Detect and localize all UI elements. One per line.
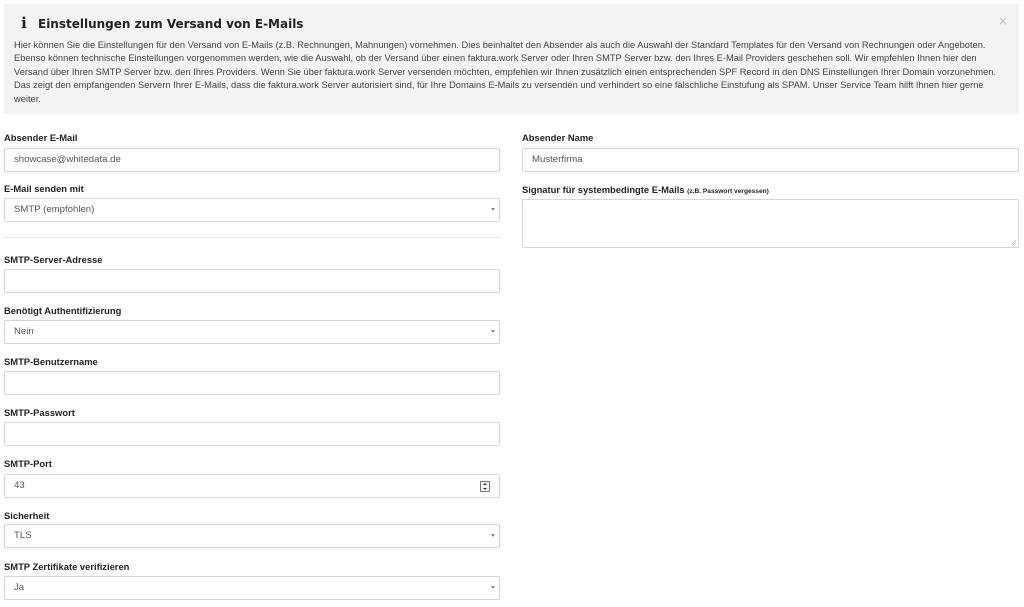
auth-required-label: Benötigt Authentifizierung xyxy=(4,305,122,316)
signature-label-hint: (z.B. Passwort vergessen) xyxy=(687,188,769,195)
number-spinner-icon[interactable] xyxy=(480,481,490,492)
send-with-label: E-Mail senden mit xyxy=(4,183,84,194)
smtp-user-input[interactable] xyxy=(4,371,500,395)
send-with-value: SMTP (empfohlen) xyxy=(14,204,95,215)
verify-certs-label: SMTP Zertifikate verifizieren xyxy=(4,561,130,572)
smtp-user-label: SMTP-Benutzername xyxy=(4,356,98,367)
chevron-down-icon xyxy=(491,534,495,537)
auth-required-value: Nein xyxy=(14,326,34,337)
smtp-password-input[interactable] xyxy=(4,422,500,446)
info-text: Hier können Sie die Einstellungen für den Versand von E-Mails (z.B. Rechnungen, Mahnungen) vornehmen. Dies beinhaltet den Absender als auch die Auswahl der Standard Templates für den Versand von Rechnungen oder Angeboten. Ebenso können technische Einstellungen vorgenommen werden, wie die Auswahl, ob der Versand über einen faktura.work Server oder Ihren SMTP Server bzw. den Ihres E-Mail Providers geschehen soll. Wir empfehlen Ihnen hier den Versand über Ihren SMTP Server bzw. den Ihres Providers. Wenn Sie über faktura.work Server versenden möchten, empfehlen wir Ihnen zusätzlich einen entsprechenden SPF Record in den DNS Einstellungen Ihrer Domain vorzunehmen. Das zeigt den empfangenden Servern Ihrer E-Mails, dass die faktura.work Server autorisiert sind, für Ihre Domains E-Mails zu versenden und verhindert so eine fälschliche Einstufung als SPAM. Unser Service Team hilft Ihnen hier gerne weiter. xyxy=(14,40,997,104)
verify-certs-select[interactable] xyxy=(4,576,500,600)
divider xyxy=(4,237,500,238)
auth-required-select[interactable] xyxy=(4,320,500,344)
chevron-down-icon xyxy=(491,330,495,333)
smtp-port-input[interactable] xyxy=(4,474,500,498)
smtp-server-label: SMTP-Server-Adresse xyxy=(4,254,103,265)
chevron-down-icon xyxy=(491,586,495,589)
info-icon: i xyxy=(21,14,27,32)
security-label: Sicherheit xyxy=(4,510,50,521)
smtp-password-label: SMTP-Passwort xyxy=(4,407,75,418)
security-select[interactable] xyxy=(4,524,500,548)
signature-textarea[interactable] xyxy=(522,199,1019,248)
security-value: TLS xyxy=(14,530,32,541)
signature-label xyxy=(522,184,769,195)
info-title: Einstellungen zum Versand von E-Mails xyxy=(38,17,304,31)
info-alert xyxy=(4,4,1019,114)
chevron-down-icon xyxy=(491,208,495,211)
smtp-server-input[interactable] xyxy=(4,269,500,293)
send-with-select[interactable] xyxy=(4,198,500,222)
verify-certs-value: Ja xyxy=(14,582,25,593)
sender-name-label: Absender Name xyxy=(522,132,594,143)
sender-email-label: Absender E-Mail xyxy=(4,132,78,143)
smtp-port-label: SMTP-Port xyxy=(4,458,52,469)
signature-label-text: Signatur für systembedingte E-Mails xyxy=(522,184,685,195)
sender-email-input[interactable]: showcase@whitedata.de xyxy=(4,148,500,172)
sender-name-input[interactable]: Musterfirma xyxy=(522,148,1019,172)
smtp-port-value: 43 xyxy=(14,480,25,491)
close-icon[interactable]: × xyxy=(997,14,1008,28)
resize-handle-icon[interactable] xyxy=(1011,240,1016,245)
